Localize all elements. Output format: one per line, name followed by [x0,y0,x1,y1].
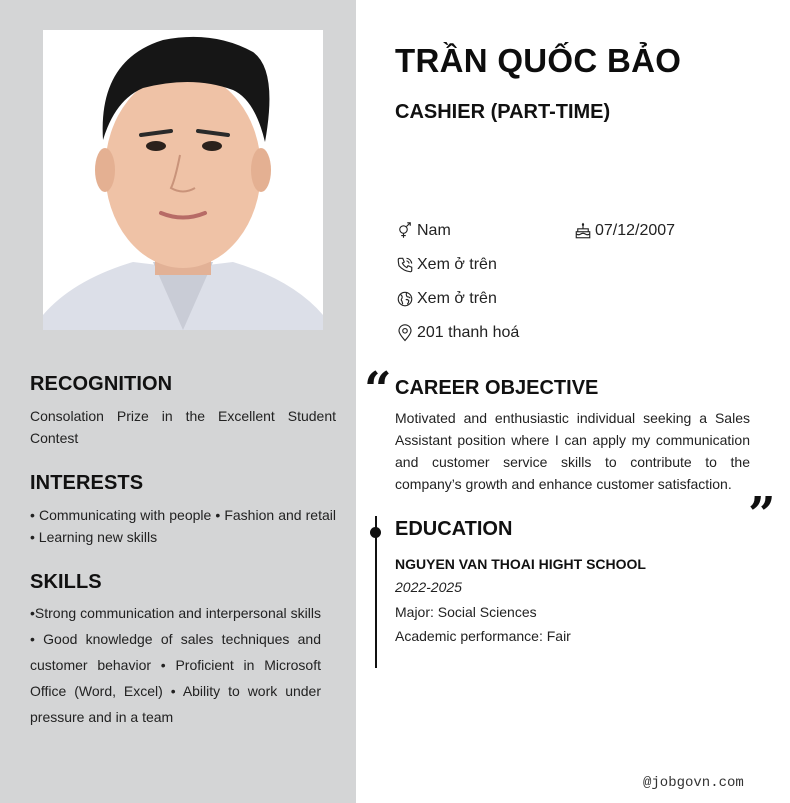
phone-value: Xem ở trên [417,256,497,273]
website-info [395,287,497,311]
birthdate-value: 07/12/2007 [595,222,676,239]
school-name: NGUYEN VAN THOAI HIGHT SCHOOL [395,556,646,572]
birthday-cake-icon [573,221,593,241]
skills-section [30,571,321,730]
birthdate-info [573,219,675,243]
school-years: 2022-2025 [395,579,462,595]
globe-icon [395,289,415,309]
skills-title: SKILLS [30,571,102,593]
address-value: 201 thanh hoá [417,324,520,341]
recognition-title: RECOGNITION [30,373,173,395]
education-title: EDUCATION [395,518,513,540]
education-major: Major: Social Sciences [395,604,537,620]
recognition-text: Consolation Prize in the Excellent Student Contest [30,408,336,446]
address-info [395,321,519,345]
close-quote-icon: ” [748,487,776,543]
candidate-name: TRẦN QUỐC BẢO [395,42,682,79]
website-value: Xem ở trên [417,290,497,307]
profile-photo [43,30,323,330]
career-objective-title: CAREER OBJECTIVE [395,377,599,399]
education-performance: Academic performance: Fair [395,628,571,644]
interests-title: INTERESTS [30,472,144,494]
recognition-section [30,373,336,449]
phone-info [395,253,497,277]
timeline-dot [370,527,381,538]
skills-text: •Strong communication and interpersonal skills • Good knowledge of sales techniques and customer behavior • Proficient in Microsoft Office (Word, Excel) • Ability to work under pressure and in a team [30,605,321,725]
interests-section [30,472,336,548]
watermark: @jobgovn.com [643,775,744,791]
career-objective-text: Motivated and enthusiastic individual seeking a Sales Assistant position where I can apply my communication and customer service skills to contribute to the company’s growth and enhance customer satisfaction. [395,410,750,492]
job-title: CASHIER (PART-TIME) [395,101,611,123]
map-pin-icon [395,323,415,343]
open-quote-icon: “ [364,362,392,418]
timeline-line [375,516,377,668]
phone-icon [395,255,415,275]
gender-icon [395,221,415,241]
gender-info [395,219,451,243]
interests-text: • Communicating with people • Fashion and retail • Learning new skills [30,507,336,545]
gender-value: Nam [417,222,451,239]
